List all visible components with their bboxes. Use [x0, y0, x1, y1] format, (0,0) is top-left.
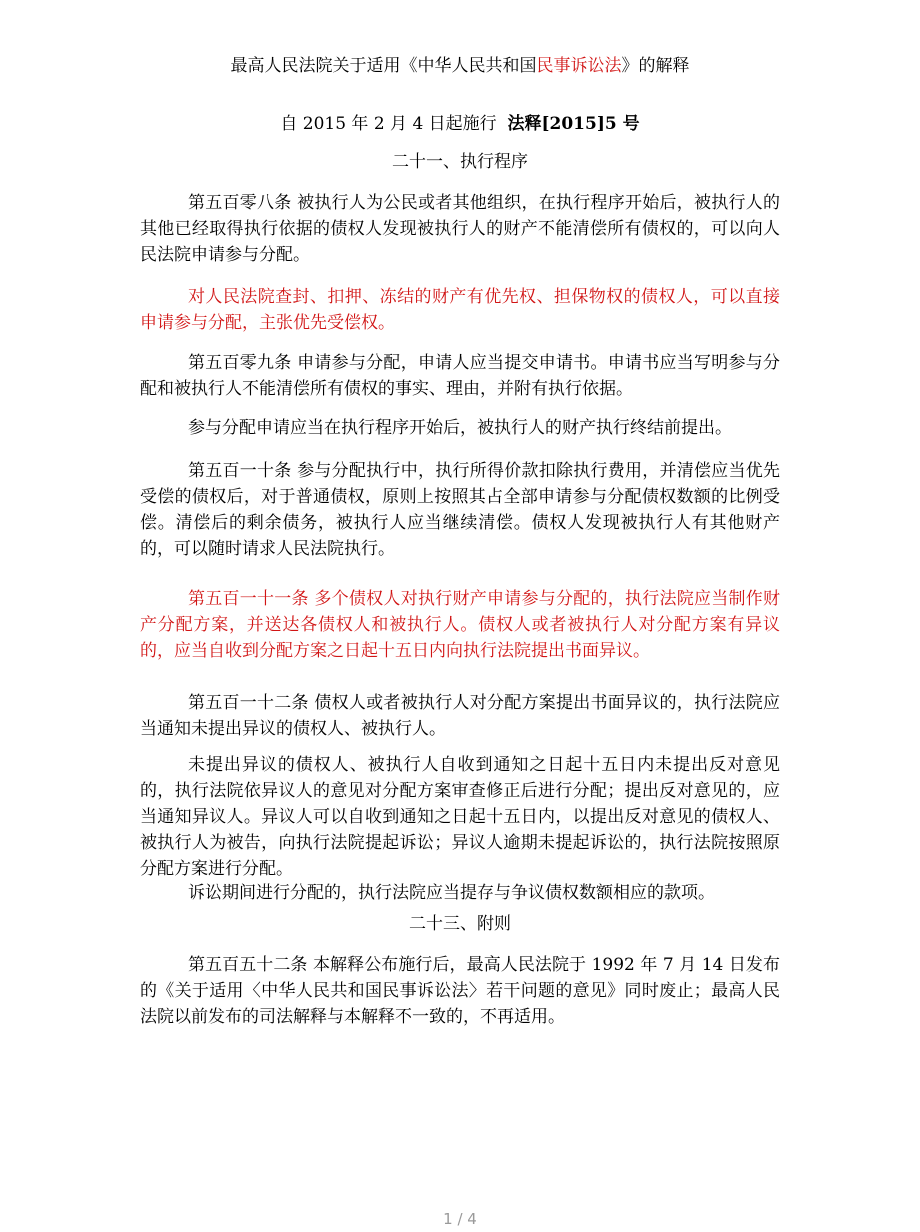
article-509-paragraph-1: 第五百零九条 申请参与分配，申请人应当提交申请书。申请书应当写明参与分配和被执行人不能清偿所有债权的事实、理由，并附有执行依据。: [140, 353, 780, 399]
article-512-paragraph-3: 诉讼期间进行分配的，执行法院应当提存与争议债权数额相应的款项。: [188, 883, 715, 903]
article-512-paragraph-1: 第五百一十二条 债权人或者被执行人对分配方案提出书面异议的，执行法院应当通知未提出异议的债权人、被执行人。: [140, 693, 780, 739]
document-title: [0, 54, 920, 78]
article-510: 第五百一十条 参与分配执行中，执行所得价款扣除执行费用，并清偿应当优先受偿的债权后，对于普通债权，原则上按照其占全部申请参与分配债权数额的比例受偿。清偿后的剩余债务，被执行人应当继续清偿。债权人发现被执行人有其他财产的，可以随时请求人民法院执行。: [140, 461, 780, 559]
effective-date: 自 2015 年 2 月 4 日起施行: [280, 114, 497, 134]
article-511: 第五百一十一条 多个债权人对执行财产申请参与分配的，执行法院应当制作财产分配方案，并送达各债权人和被执行人。债权人或者被执行人对分配方案有异议的，应当自收到分配方案之日起十五日内向执行法院提出书面异议。: [140, 589, 780, 661]
page-indicator: 1 / 4: [443, 1210, 477, 1228]
article-508-paragraph-1: 第五百零八条 被执行人为公民或者其他组织，在执行程序开始后，被执行人的其他已经取得执行依据的债权人发现被执行人的财产不能清偿所有债权的，可以向人民法院申请参与分配。: [140, 193, 780, 265]
document-reference: 法释[2015]5 号: [507, 114, 640, 134]
section-heading-supplementary: 二十三、附则: [409, 914, 511, 934]
title-prefix: 最高人民法院关于适用《中华人民共和国: [230, 56, 537, 76]
title-highlight: 民事诉讼法: [536, 56, 622, 76]
article-509-paragraph-2: 参与分配申请应当在执行程序开始后，被执行人的财产执行终结前提出。: [188, 418, 732, 438]
title-suffix: 》的解释: [621, 56, 690, 76]
article-512-paragraph-2: 未提出异议的债权人、被执行人自收到通知之日起十五日内未提出反对意见的，执行法院依异议人的意见对分配方案审查修正后进行分配；提出反对意见的，应当通知异议人。异议人可以自收到通知之日起十五日内，以提出反对意见的债权人、被执行人为被告，向执行法院提起诉讼；异议人逾期未提起诉讼的，执行法院按照原分配方案进行分配。: [140, 755, 780, 879]
document-subtitle: [0, 112, 920, 136]
section-heading-enforcement: 二十一、执行程序: [392, 152, 528, 172]
article-508-paragraph-2: 对人民法院查封、扣押、冻结的财产有优先权、担保物权的债权人，可以直接申请参与分配，主张优先受偿权。: [140, 287, 780, 333]
article-552: 第五百五十二条 本解释公布施行后，最高人民法院于 1992 年 7 月 14 日发布的《关于适用〈中华人民共和国民事诉讼法〉若干问题的意见》同时废止；最高人民法院以前发布的司法解释与本解释不一致的，不再适用。: [140, 955, 780, 1027]
